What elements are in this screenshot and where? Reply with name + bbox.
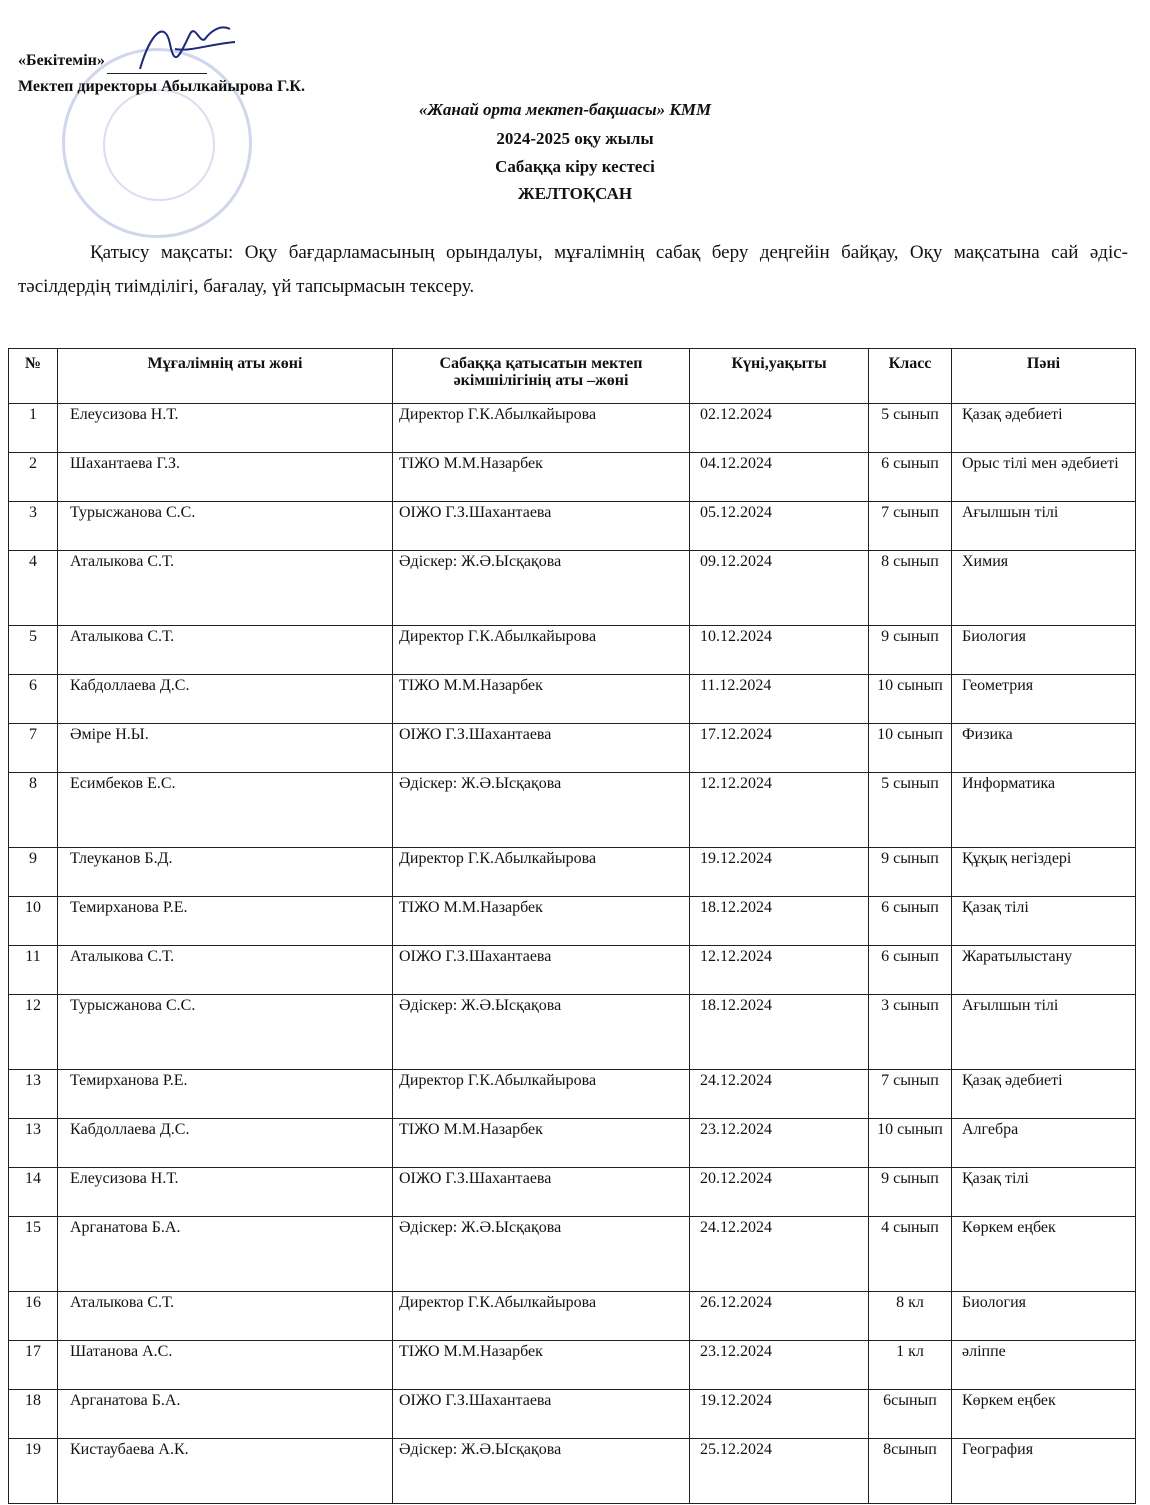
row-number: 8: [9, 773, 58, 848]
row-number: 1: [9, 404, 58, 453]
org-title: «Жанай орта мектеп-бақшасы» КММ: [418, 100, 712, 119]
lesson-date: 24.12.2024: [690, 1217, 869, 1292]
table-row: [9, 1439, 1136, 1504]
teacher-name: Елеусизова Н.Т.: [58, 1168, 393, 1217]
subject-name: Құқық негіздері: [952, 848, 1136, 897]
subject-name: Биология: [952, 626, 1136, 675]
subject-name: Биология: [952, 1292, 1136, 1341]
subject-name: Геометрия: [952, 675, 1136, 724]
lesson-date: 17.12.2024: [690, 724, 869, 773]
lesson-date: 05.12.2024: [690, 502, 869, 551]
admin-name: ОІЖО Г.З.Шахантаева: [393, 1168, 690, 1217]
lesson-date: 02.12.2024: [690, 404, 869, 453]
table-row: [9, 551, 1136, 626]
teacher-name: Әміре Н.Ы.: [58, 724, 393, 773]
schedule-table: [8, 348, 1136, 1504]
col-class: Класс: [869, 349, 952, 404]
lesson-date: 26.12.2024: [690, 1292, 869, 1341]
table-row: [9, 1070, 1136, 1119]
admin-name: Әдіскер: Ж.Ә.Ысқақова: [393, 1439, 690, 1504]
teacher-name: Темирханова Р.Е.: [58, 897, 393, 946]
teacher-name: Аталыкова С.Т.: [58, 1292, 393, 1341]
lesson-date: 23.12.2024: [690, 1119, 869, 1168]
class-name: 6 сынып: [869, 897, 952, 946]
admin-name: ОІЖО Г.З.Шахантаева: [393, 1390, 690, 1439]
teacher-name: Арганатова Б.А.: [58, 1217, 393, 1292]
subject-name: Химия: [952, 551, 1136, 626]
subject-name: Ағылшын тілі: [952, 502, 1136, 551]
admin-name: Әдіскер: Ж.Ә.Ысқақова: [393, 1217, 690, 1292]
month-title: ЖЕЛТОҚСАН: [517, 184, 633, 203]
lesson-date: 19.12.2024: [690, 1390, 869, 1439]
class-name: 6 сынып: [869, 453, 952, 502]
approval-block: [18, 48, 305, 100]
teacher-name: Аталыкова С.Т.: [58, 626, 393, 675]
col-date: Күні,уақыты: [690, 349, 869, 404]
subject-name: Информатика: [952, 773, 1136, 848]
admin-name: ТІЖО М.М.Назарбек: [393, 1119, 690, 1168]
admin-name: ОІЖО Г.З.Шахантаева: [393, 946, 690, 995]
class-name: 9 сынып: [869, 848, 952, 897]
table-row: [9, 1292, 1136, 1341]
table-header-row: [9, 349, 1136, 404]
table-row: [9, 626, 1136, 675]
class-name: 5 сынып: [869, 404, 952, 453]
row-number: 11: [9, 946, 58, 995]
subject-name: әліппе: [952, 1341, 1136, 1390]
row-number: 5: [9, 626, 58, 675]
row-number: 4: [9, 551, 58, 626]
lesson-date: 04.12.2024: [690, 453, 869, 502]
row-number: 10: [9, 897, 58, 946]
lesson-date: 23.12.2024: [690, 1341, 869, 1390]
teacher-name: Арганатова Б.А.: [58, 1390, 393, 1439]
class-name: 6 сынып: [869, 946, 952, 995]
table-row: [9, 453, 1136, 502]
col-admin: Сабаққа қатысатын мектеп әкімшілігінің аты –жөні: [393, 349, 690, 404]
admin-name: Әдіскер: Ж.Ә.Ысқақова: [393, 551, 690, 626]
lesson-date: 10.12.2024: [690, 626, 869, 675]
approve-label: «Бекітемін»: [18, 52, 105, 69]
admin-name: Әдіскер: Ж.Ә.Ысқақова: [393, 773, 690, 848]
row-number: 3: [9, 502, 58, 551]
teacher-name: Кабдоллаева Д.С.: [58, 1119, 393, 1168]
class-name: 3 сынып: [869, 995, 952, 1070]
class-name: 7 сынып: [869, 502, 952, 551]
admin-name: Директор Г.К.Абылкайырова: [393, 626, 690, 675]
table-row: [9, 848, 1136, 897]
class-name: 8сынып: [869, 1439, 952, 1504]
class-name: 10 сынып: [869, 675, 952, 724]
admin-name: Әдіскер: Ж.Ә.Ысқақова: [393, 995, 690, 1070]
lesson-date: 18.12.2024: [690, 995, 869, 1070]
class-name: 10 сынып: [869, 724, 952, 773]
lesson-date: 12.12.2024: [690, 773, 869, 848]
admin-name: ОІЖО Г.З.Шахантаева: [393, 724, 690, 773]
subject-name: Көркем еңбек: [952, 1390, 1136, 1439]
purpose-paragraph: Қатысу мақсаты: Оқу бағдарламасының орындалуы, мұғалімнің сабақ беру деңгейін байқау, Оқу мақсатына сай әдіс-тәсілдердің тиімділігі, бағалау, үй тапсырмасын тексеру.: [18, 242, 1128, 297]
subject-name: Жаратылыстану: [952, 946, 1136, 995]
admin-name: Директор Г.К.Абылкайырова: [393, 1070, 690, 1119]
class-name: 5 сынып: [869, 773, 952, 848]
teacher-name: Шатанова А.С.: [58, 1341, 393, 1390]
lesson-date: 18.12.2024: [690, 897, 869, 946]
admin-name: ОІЖО Г.З.Шахантаева: [393, 502, 690, 551]
col-subject: Пәні: [952, 349, 1136, 404]
row-number: 14: [9, 1168, 58, 1217]
lesson-date: 20.12.2024: [690, 1168, 869, 1217]
subject-name: Ағылшын тілі: [952, 995, 1136, 1070]
table-row: [9, 1217, 1136, 1292]
teacher-name: Темирханова Р.Е.: [58, 1070, 393, 1119]
lesson-date: 09.12.2024: [690, 551, 869, 626]
subject-name: Қазақ тілі: [952, 897, 1136, 946]
subject-name: Қазақ әдебиеті: [952, 1070, 1136, 1119]
class-name: 1 кл: [869, 1341, 952, 1390]
col-teacher: Мұғалімнің аты жөні: [58, 349, 393, 404]
teacher-name: Турысжанова С.С.: [58, 502, 393, 551]
teacher-name: Тлеуканов Б.Д.: [58, 848, 393, 897]
table-row: [9, 773, 1136, 848]
admin-name: Директор Г.К.Абылкайырова: [393, 1292, 690, 1341]
row-number: 13: [9, 1119, 58, 1168]
teacher-name: Кабдоллаева Д.С.: [58, 675, 393, 724]
class-name: 4 сынып: [869, 1217, 952, 1292]
lesson-date: 24.12.2024: [690, 1070, 869, 1119]
class-name: 8 кл: [869, 1292, 952, 1341]
subject-name: Физика: [952, 724, 1136, 773]
teacher-name: Кистаубаева А.К.: [58, 1439, 393, 1504]
academic-year: 2024-2025 оқу жылы: [496, 129, 654, 148]
row-number: 12: [9, 995, 58, 1070]
admin-name: ТІЖО М.М.Назарбек: [393, 675, 690, 724]
row-number: 17: [9, 1341, 58, 1390]
subject-name: Алгебра: [952, 1119, 1136, 1168]
table-row: [9, 724, 1136, 773]
class-name: 9 сынып: [869, 626, 952, 675]
teacher-name: Аталыкова С.Т.: [58, 946, 393, 995]
table-row: [9, 1341, 1136, 1390]
row-number: 13: [9, 1070, 58, 1119]
col-number: №: [9, 349, 58, 404]
table-row: [9, 1390, 1136, 1439]
subject-name: География: [952, 1439, 1136, 1504]
schedule-title: Сабаққа кіру кестесі: [495, 157, 655, 176]
class-name: 7 сынып: [869, 1070, 952, 1119]
row-number: 9: [9, 848, 58, 897]
subject-name: Қазақ әдебиеті: [952, 404, 1136, 453]
table-row: [9, 404, 1136, 453]
teacher-name: Есимбеков Е.С.: [58, 773, 393, 848]
table-row: [9, 1119, 1136, 1168]
lesson-date: 19.12.2024: [690, 848, 869, 897]
teacher-name: Елеусизова Н.Т.: [58, 404, 393, 453]
table-row: [9, 675, 1136, 724]
row-number: 16: [9, 1292, 58, 1341]
table-row: [9, 897, 1136, 946]
admin-name: Директор Г.К.Абылкайырова: [393, 848, 690, 897]
teacher-name: Шахантаева Г.З.: [58, 453, 393, 502]
director-line: Мектеп директоры Абылкайырова Г.К.: [18, 78, 305, 95]
subject-name: Қазақ тілі: [952, 1168, 1136, 1217]
table-row: [9, 995, 1136, 1070]
admin-name: ТІЖО М.М.Назарбек: [393, 453, 690, 502]
teacher-name: Аталыкова С.Т.: [58, 551, 393, 626]
row-number: 2: [9, 453, 58, 502]
table-row: [9, 502, 1136, 551]
lesson-date: 12.12.2024: [690, 946, 869, 995]
signature-line: [107, 55, 207, 74]
row-number: 7: [9, 724, 58, 773]
lesson-date: 11.12.2024: [690, 675, 869, 724]
row-number: 6: [9, 675, 58, 724]
row-number: 15: [9, 1217, 58, 1292]
class-name: 8 сынып: [869, 551, 952, 626]
subject-name: Орыс тілі мен әдебиеті: [952, 453, 1136, 502]
table-row: [9, 1168, 1136, 1217]
admin-name: ТІЖО М.М.Назарбек: [393, 1341, 690, 1390]
row-number: 18: [9, 1390, 58, 1439]
table-row: [9, 946, 1136, 995]
teacher-name: Турысжанова С.С.: [58, 995, 393, 1070]
lesson-date: 25.12.2024: [690, 1439, 869, 1504]
class-name: 6сынып: [869, 1390, 952, 1439]
admin-name: ТІЖО М.М.Назарбек: [393, 897, 690, 946]
class-name: 10 сынып: [869, 1119, 952, 1168]
class-name: 9 сынып: [869, 1168, 952, 1217]
subject-name: Көркем еңбек: [952, 1217, 1136, 1292]
row-number: 19: [9, 1439, 58, 1504]
admin-name: Директор Г.К.Абылкайырова: [393, 404, 690, 453]
